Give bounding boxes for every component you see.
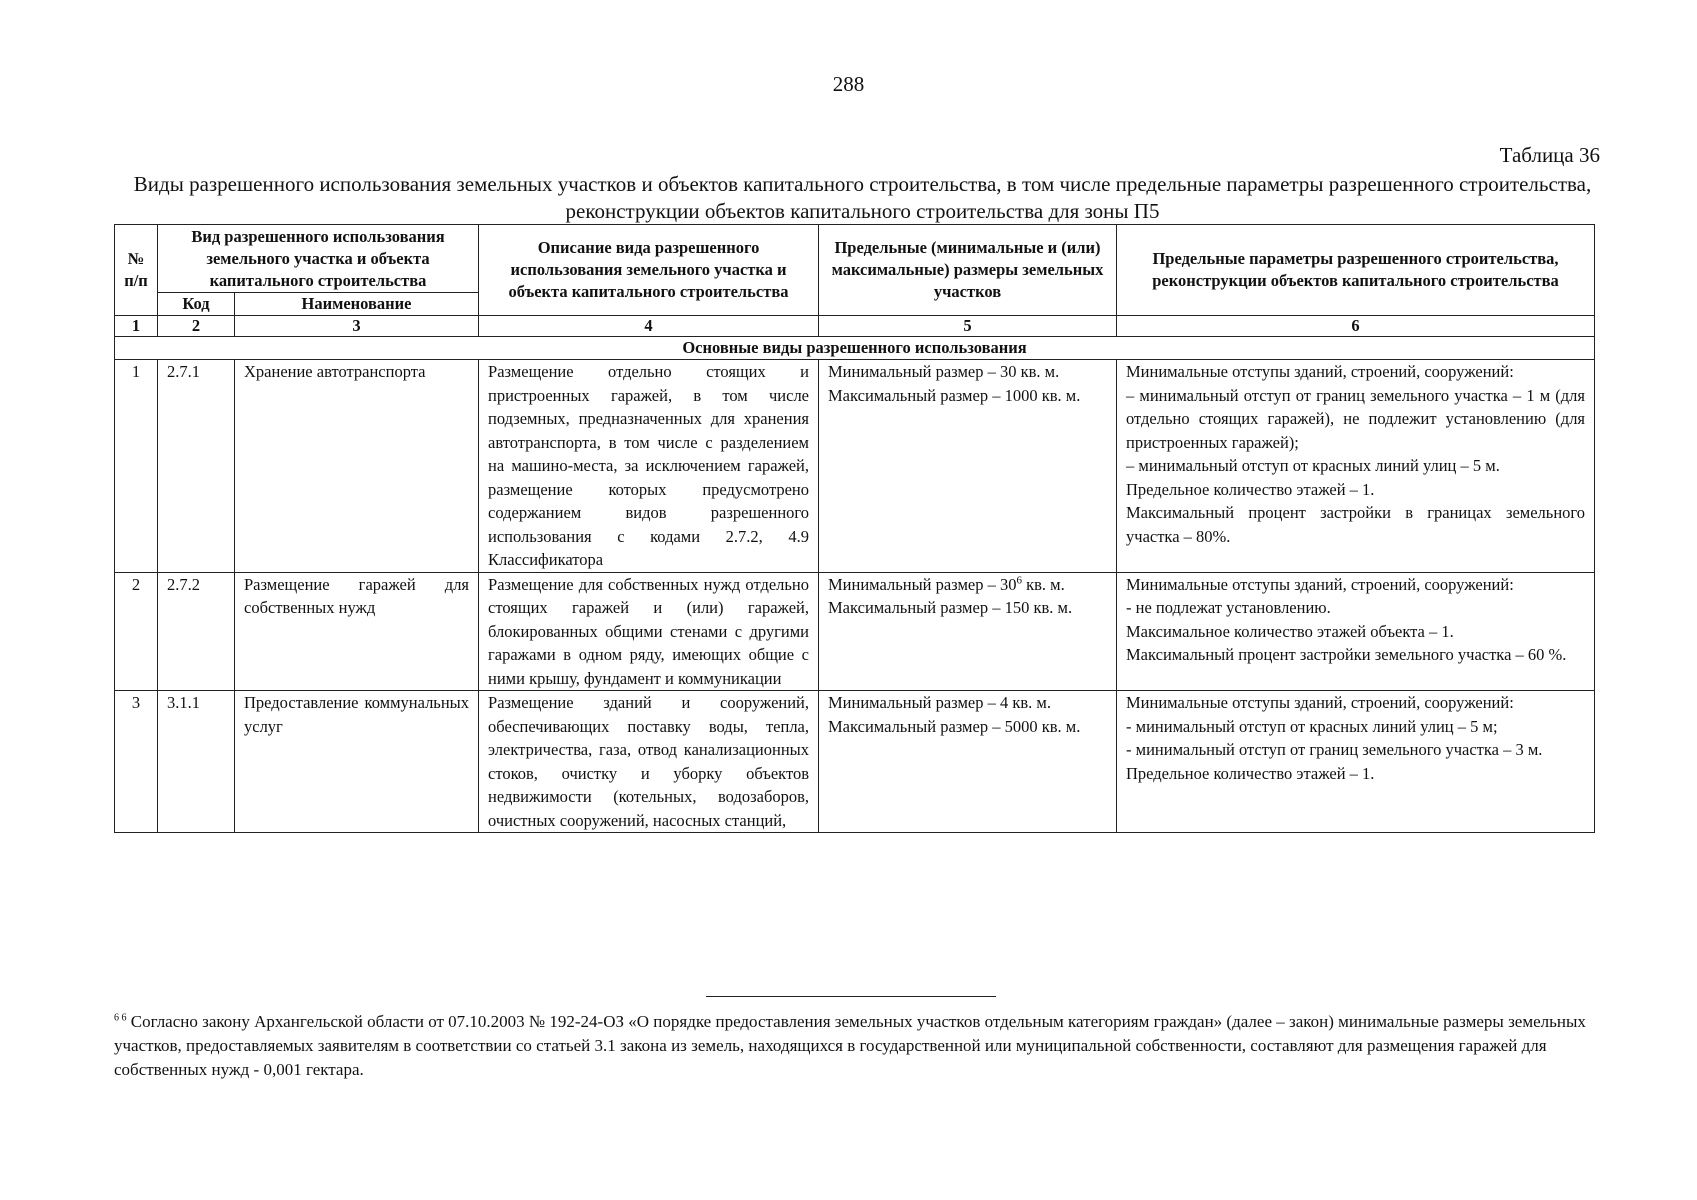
size-min: Минимальный размер – 30 кв. м. [828, 362, 1060, 381]
footnote-text: Согласно закону Архангельской области от 07.10.2003 № 192-24-ОЗ «О порядке предоставления земельных участков отдельным категориям граждан» (далее – закон) минимальные размеры земельных участков, предоставляемых заявителям в соответствии со статьей 3.1 закона из земель, находящихся в государственной или муниципальной собственности, составляют для размещения гаражей для собственных нужд - 0,001 гектара. [114, 1012, 1586, 1079]
table-label: Таблица 36 [1499, 143, 1600, 167]
row-code: 2.7.1 [158, 360, 235, 573]
row-description: Размещение зданий и сооружений, обеспечивающих поставку воды, тепла, электричества, газа, отвод канализационных стоков, очистку и уборку объектов недвижимости (котельных, водозаборов, очистных сооружений, насосных станций, [479, 691, 819, 833]
table-title: Виды разрешенного использования земельных участков и объектов капитального строительства, в том числе предельные параметры разрешенного строительства, реконструкции объектов капитального строительства для зоны П5 [133, 172, 1592, 223]
table-row [115, 691, 1595, 833]
param-line: – минимальный отступ от границ земельного участка – 1 м (для отдельно стоящих гаражей), не подлежит установлению (для пристроенных гаражей); [1126, 385, 1586, 452]
size-max: Максимальный размер – 150 кв. м. [828, 598, 1073, 617]
page-number: 288 [832, 72, 865, 96]
column-number: 4 [479, 316, 819, 337]
row-name: Предоставление коммунальных услуг [235, 691, 479, 833]
param-line: Максимальный процент застройки земельного участка – 60 %. [1126, 645, 1567, 664]
header-sizes: Предельные (минимальные и (или) максимальные) размеры земельных участков [819, 225, 1117, 316]
row-code: 2.7.2 [158, 572, 235, 691]
row-sizes [819, 572, 1117, 691]
column-number: 6 [1117, 316, 1595, 337]
header-params: Предельные параметры разрешенного строительства, реконструкции объектов капитального строительства [1117, 225, 1595, 316]
param-line: Предельное количество этажей – 1. [1126, 479, 1375, 499]
footnote-marker: 6 6 [114, 1012, 127, 1024]
size-min: Минимальный размер – 4 кв. м. [828, 693, 1051, 712]
param-line: Минимальные отступы зданий, строений, сооружений: [1126, 362, 1514, 381]
size-min [828, 573, 1107, 597]
footnote-ref: 6 [1016, 574, 1022, 586]
section-title: Основные виды разрешенного использования [115, 337, 1595, 360]
header-kind: Вид разрешенного использования земельного участка и объекта капитального строительства [158, 225, 479, 293]
header-name: Наименование [235, 293, 479, 316]
row-name: Размещение гаражей для собственных нужд [235, 572, 479, 691]
table-row [115, 572, 1595, 691]
param-line: Предельное количество этажей – 1. [1126, 763, 1375, 783]
param-line: - минимальный отступ от красных линий улиц – 5 м; [1126, 716, 1498, 736]
footnote [114, 1010, 1594, 1082]
header-description: Описание вида разрешенного использования земельного участка и объекта капитального строительства [479, 225, 819, 316]
row-num: 1 [115, 360, 158, 573]
size-min-unit: кв. м. [1021, 574, 1065, 594]
row-params [1117, 572, 1595, 691]
column-number: 1 [115, 316, 158, 337]
row-code: 3.1.1 [158, 691, 235, 833]
column-number: 3 [235, 316, 479, 337]
size-min-text: Минимальный размер – 30 [828, 574, 1017, 594]
row-params [1117, 691, 1595, 833]
row-description: Размещение для собственных нужд отдельно стоящих гаражей и (или) гаражей, блокированных общими стенами с другими гаражами в одном ряду, имеющих общие с ними крышу, фундамент и коммуникации [479, 572, 819, 691]
param-line: Минимальные отступы зданий, строений, сооружений: [1126, 693, 1514, 712]
param-line: – минимальный отступ от красных линий улиц – 5 м. [1126, 456, 1500, 475]
footnote-divider [706, 996, 996, 997]
header-num: № п/п [115, 225, 158, 316]
param-line: - минимальный отступ от границ земельного участка – 3 м. [1126, 740, 1543, 759]
size-max: Максимальный размер – 5000 кв. м. [828, 716, 1081, 736]
param-line: - не подлежат установлению. [1126, 598, 1331, 617]
header-code: Код [158, 293, 235, 316]
row-params [1117, 360, 1595, 573]
table-row [115, 360, 1595, 573]
zoning-table [114, 224, 1595, 833]
column-number-row [115, 316, 1595, 337]
column-number: 5 [819, 316, 1117, 337]
row-sizes [819, 360, 1117, 573]
param-line: Минимальные отступы зданий, строений, сооружений: [1126, 574, 1514, 594]
param-line: Максимальный процент застройки в границах земельного участка – 80%. [1126, 503, 1586, 546]
row-num: 3 [115, 691, 158, 833]
size-max: Максимальный размер – 1000 кв. м. [828, 385, 1081, 405]
row-num: 2 [115, 572, 158, 691]
row-name: Хранение автотранспорта [235, 360, 479, 573]
column-number: 2 [158, 316, 235, 337]
row-description: Размещение отдельно стоящих и пристроенных гаражей, в том числе подземных, предназначенных для хранения автотранспорта, в том числе с разделением на машино-места, за исключением гаражей, размещение которых предусмотрено содержанием видов разрешенного использования с кодами 2.7.2, 4.9 Классификатора [479, 360, 819, 573]
section-row [115, 337, 1595, 360]
row-sizes [819, 691, 1117, 833]
param-line: Максимальное количество этажей объекта – 1. [1126, 621, 1454, 641]
